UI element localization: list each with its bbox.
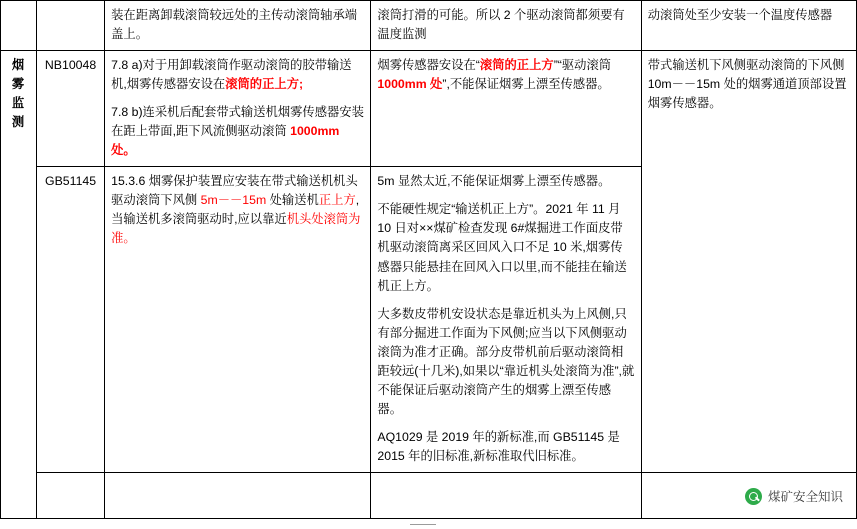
blank-cell-standard — [37, 472, 105, 518]
requirement-paragraph-b — [111, 103, 364, 160]
analysis-middle: ”“驱动滚筒 — [553, 58, 612, 73]
requirement-highlight-range: 5m－－15m — [200, 193, 267, 208]
requirement-b-prefix: 7.8 b)连采机后配套带式输送机烟雾传感器安装在距上带面,距下风流侧驱动滚筒 — [111, 105, 364, 139]
analysis-paragraph-4: AQ1029 是 2019 年的新标准,而 GB51145 是 2015 年的旧标准,新标准取代旧标准。 — [377, 429, 620, 463]
requirement-cell-nb10048 — [105, 51, 371, 167]
conclusion-cell-smoke — [641, 51, 856, 473]
standard-cell-top — [37, 1, 105, 51]
analysis-suffix: ”,不能保证烟雾上漂至传感器。 — [442, 77, 610, 92]
requirement-paragraph-a — [111, 56, 364, 94]
table-row-blank — [1, 472, 857, 518]
blank-cell-analysis — [371, 472, 641, 518]
requirement-text: 装在距离卸载滚筒较远处的主传动滚筒轴承端盖上。 — [111, 8, 358, 42]
requirement-middle-1: 处输送机 — [266, 193, 319, 208]
category-label: 烟雾监测 — [11, 58, 26, 130]
requirement-middle-2: ,当输送机多滚筒驱动时,应以靠近 — [111, 193, 360, 227]
analysis-cell-gb51145 — [371, 167, 641, 473]
analysis-text: 滚筒打滑的可能。所以 2 个驱动滚筒都须要有温度监测 — [377, 8, 625, 42]
watermark-badge — [745, 487, 843, 505]
analysis-paragraph-1: 5m 显然太近,不能保证烟雾上漂至传感器。 — [377, 174, 611, 189]
table-row — [1, 1, 857, 51]
blank-cell-requirement — [105, 472, 371, 518]
analysis-highlight-2: 1000mm 处 — [377, 77, 443, 92]
conclusion-text: 动滚筒处至少安装一个温度传感器 — [647, 8, 833, 22]
page-fold-mark — [410, 524, 436, 529]
requirement-paragraph — [111, 172, 364, 248]
watermark-label: 煤矿安全知识 — [767, 490, 843, 504]
analysis-highlight-1: 滚筒的正上方 — [479, 58, 554, 73]
category-cell-top — [1, 1, 37, 51]
conclusion-cell-top — [641, 1, 856, 51]
standard-cell-nb10048: NB10048 — [37, 51, 105, 167]
requirement-a-prefix: 7.8 a)对于用卸载滚筒作驱动滚筒的胶带输送机,烟雾传感器安设在 — [111, 58, 352, 92]
analysis-paragraph-3: 大多数皮带机安设状态是靠近机头为上风侧,只有部分掘进工作面为下风侧;应当以下风侧驱动滚筒为准才正确。部分皮带机前后驱动滚筒相距较远(十几米),如果以“靠近机头处滚筒为准”,就不能保证后驱动滚筒产生的烟雾上漂至传感器。 — [377, 306, 635, 416]
analysis-cell-top — [371, 1, 641, 51]
standard-cell-gb51145: GB51145 — [37, 167, 105, 473]
requirement-prefix: 15.3.6 烟雾保护装置应安装在带式输送机机头驱动滚筒下风侧 — [111, 174, 358, 208]
analysis-paragraph — [377, 56, 634, 94]
analysis-prefix: 烟雾传感器安设在“ — [377, 58, 480, 73]
requirement-a-highlight: 滚筒的正上方; — [225, 77, 304, 92]
analysis-cell-nb10048 — [371, 51, 641, 167]
requirement-highlight-drum: 机头处滚筒为准。 — [111, 212, 361, 246]
analysis-paragraph-2: 不能硬性规定“输送机正上方”。2021 年 11 月 10 日对××煤矿检查发现 6#煤掘进工作面皮带机驱动滚筒离采区回风入口不足 10 米,烟雾传感器只能悬挂在回风入口以里,而不能挂在输送机正上方。 — [377, 202, 627, 293]
category-cell-smoke-monitoring — [1, 51, 37, 519]
table-row-nb10048 — [1, 51, 857, 167]
wechat-account-logo-icon — [745, 488, 762, 505]
requirement-cell-gb51145 — [105, 167, 371, 473]
conclusion-text: 带式输送机下风侧驱动滚筒的下风侧 10m－－15m 处的烟雾通道顶部设置烟雾传感器。 — [647, 58, 847, 111]
requirement-cell-top — [105, 1, 371, 51]
requirement-highlight-position: 正上方 — [318, 193, 356, 208]
requirement-b-highlight: 1000mm 处。 — [111, 124, 340, 158]
